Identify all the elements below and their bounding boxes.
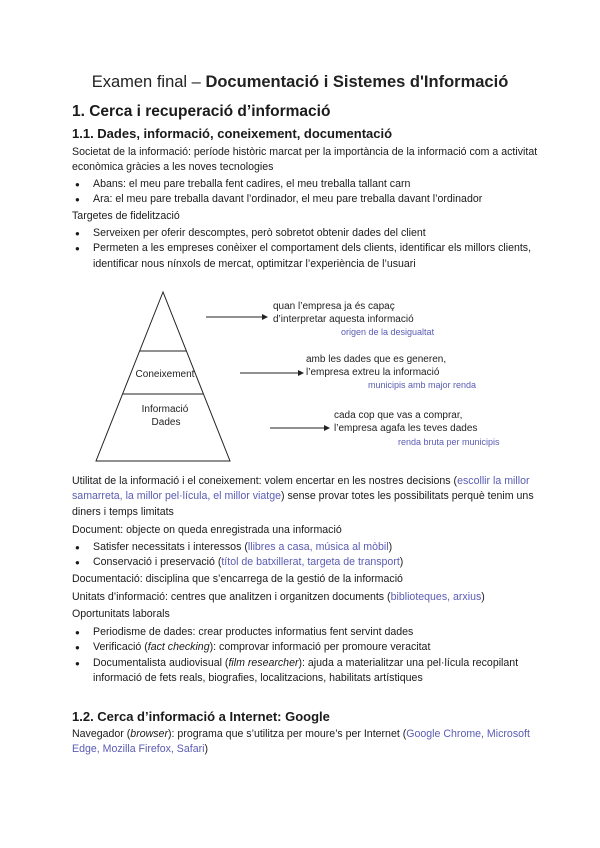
item-term: fact checking [147, 641, 210, 654]
oportunitats-list [72, 625, 542, 687]
utilitat-after: ) sense provar totes les possibilitats perquè tenim uns diners i temps limitats [72, 490, 534, 518]
note-dades-line1: cada cop que vas a comprar, [334, 410, 463, 421]
note-dades-line2: l’empresa agafa les teves dades [334, 423, 478, 434]
note-dades-example: renda bruta per municipis [398, 437, 500, 447]
note-informacio-line1: amb les dades que es generen, [306, 354, 447, 365]
navegador-after: ) [204, 743, 209, 756]
note-coneixement-line2: d’interpretar aquesta informació [273, 314, 414, 325]
item-text: Conservació i preservació ( [93, 556, 222, 569]
item-text: Documentalista audiovisual ( [93, 656, 229, 669]
unitats-informacio-paragraph [72, 590, 542, 605]
list-item [72, 640, 542, 655]
subsection-heading-1-2: 1.2. Cerca d’informació a Internet: Google [72, 709, 330, 724]
note-coneixement-line1: quan l’empresa ja és capaç [273, 301, 395, 312]
item-text: ): ajuda a materialitzar una pel·lícula recopilant informació de fets reals, biografies, localitzacions, habilitats artístiques [93, 656, 519, 685]
targetes-heading: Targetes de fidelització [72, 210, 180, 222]
utilitat-examples: escollir la millor samarreta, la millor pel·lícula, el millor viatge [72, 475, 530, 503]
navegador-term: browser [130, 728, 168, 740]
title-normal: Examen final – [91, 73, 206, 91]
list-item [72, 625, 542, 640]
note-coneixement-example: origen de la desigualtat [341, 327, 435, 337]
item-after: ) [399, 556, 404, 569]
utilitat-paragraph [72, 474, 542, 520]
list-item: ● Permeten a les empreses conèixer el comportament dels clients, identificar els millors clients, identificar nous nínxols de mercat, optimitzar l’experiència de l’usuari [72, 241, 542, 272]
item-text: ): comprovar informació per promoure veracitat [209, 641, 431, 654]
item-text: Satisfer necessitats i interessos ( [93, 541, 248, 553]
list-item [72, 555, 542, 570]
unitats-text: Unitats d’informació: centres que analitzen i organitzen documents ( [72, 591, 391, 603]
societat-informacio-paragraph: Societat de la informació: període històric marcat per la importància de la informació com a activitat econòmica gràcies a les noves tecnologies [72, 146, 538, 174]
item-examples: títol de batxillerat, targeta de transport [221, 556, 400, 569]
navegador-text-mid: ): programa que s’utilitza per moure’s per Internet ( [167, 728, 407, 740]
subsection-heading-1-1: 1.1. Dades, informació, coneixement, documentació [72, 126, 393, 141]
pyramid-level-coneixement: Coneixement [135, 369, 195, 380]
item-examples: llibres a casa, música al mòbil [247, 541, 389, 553]
browser-examples: Google Chrome, Microsoft Edge, Mozilla Firefox, Safari [72, 728, 530, 756]
item-term: film researcher [228, 656, 299, 669]
pyramid-level-informacio: Informació [141, 404, 189, 415]
list-item [72, 540, 542, 555]
navegador-text: Navegador ( [72, 728, 131, 740]
item-text: Verificació ( [93, 641, 148, 654]
document-list [72, 540, 542, 571]
section-heading-1: 1. Cerca i recuperació d’informació [72, 103, 331, 120]
arrow-coneixement [206, 314, 268, 320]
document-definition: Document: objecte on queda enregistrada una informació [72, 524, 342, 536]
unitats-after: ) [481, 591, 485, 603]
oportunitats-heading: Oportunitats laborals [72, 608, 170, 620]
item-text: Periodisme de dades: crear productes informatius fent servint dades [93, 626, 414, 638]
list-item: ● Serveixen per oferir descomptes, però sobretot obtenir dades del client [72, 226, 542, 241]
navegador-paragraph [72, 727, 542, 758]
list-item: ● Abans: el meu pare treballa fent cadires, el meu treballa tallant carn [72, 177, 542, 192]
documentacio-definition: Documentació: disciplina que s’encarrega de la gestió de la informació [72, 573, 403, 585]
item-after: ) [388, 541, 393, 553]
note-informacio-line2: l’empresa extreu la informació [306, 367, 440, 378]
note-informacio-example: municipis amb major renda [368, 380, 477, 390]
title-bold: Documentació i Sistemes d'Informació [205, 73, 509, 91]
list-item: ● Ara: el meu pare treballa davant l’ordinador, el meu pare treballa davant l’ordinador [72, 192, 542, 207]
arrow-dades [270, 425, 330, 431]
unitats-examples: biblioteques, arxius [390, 591, 482, 603]
arrow-informacio [240, 370, 304, 376]
pyramid-level-dades: Dades [151, 417, 181, 428]
utilitat-text: Utilitat de la informació i el coneixement: volem encertar en les nostres decisions ( [72, 475, 458, 487]
list-item [72, 656, 542, 687]
